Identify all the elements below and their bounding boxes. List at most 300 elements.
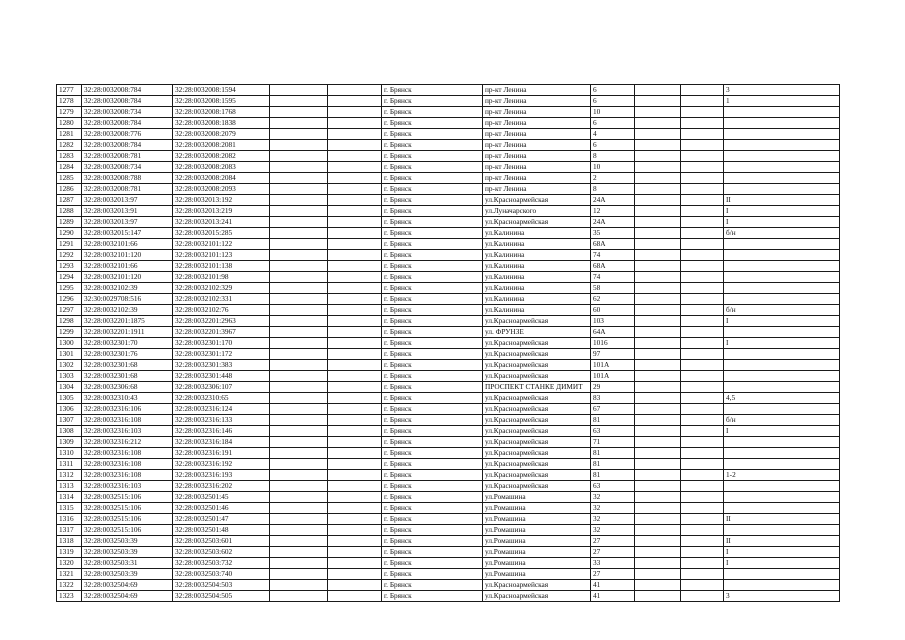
row-number-cell: 1278	[57, 96, 82, 107]
house-number-cell: 41	[591, 591, 635, 602]
empty-cell	[681, 580, 724, 591]
city-cell: г. Брянск	[382, 503, 483, 514]
premises-cell	[724, 327, 840, 338]
street-cell: ул.Красноармейская	[483, 426, 591, 437]
house-number-cell: 32	[591, 525, 635, 536]
object-number-cell: 32:28:0032008:1594	[173, 85, 270, 96]
city-cell: г. Брянск	[382, 118, 483, 129]
row-number-cell: 1292	[57, 250, 82, 261]
object-number-cell: 32:28:0032008:2093	[173, 184, 270, 195]
premises-cell	[724, 250, 840, 261]
empty-cell	[270, 536, 328, 547]
street-cell: ул.Калинина	[483, 305, 591, 316]
premises-cell	[724, 481, 840, 492]
row-number-cell: 1299	[57, 327, 82, 338]
row-number-cell: 1300	[57, 338, 82, 349]
empty-cell	[681, 360, 724, 371]
empty-cell	[681, 437, 724, 448]
empty-cell	[270, 470, 328, 481]
empty-cell	[681, 283, 724, 294]
table-row	[57, 514, 840, 525]
city-cell: г. Брянск	[382, 206, 483, 217]
empty-cell	[681, 470, 724, 481]
empty-cell	[681, 459, 724, 470]
empty-cell	[681, 206, 724, 217]
empty-cell	[635, 437, 681, 448]
empty-cell	[635, 580, 681, 591]
object-number-cell: 32:28:0032504:505	[173, 591, 270, 602]
empty-cell	[328, 173, 382, 184]
premises-cell	[724, 261, 840, 272]
street-cell: ул.Ромашина	[483, 536, 591, 547]
premises-cell	[724, 360, 840, 371]
house-number-cell: 35	[591, 228, 635, 239]
house-number-cell: 6	[591, 85, 635, 96]
street-cell: пр-кт Ленина	[483, 107, 591, 118]
table-row	[57, 261, 840, 272]
empty-cell	[635, 206, 681, 217]
city-cell: г. Брянск	[382, 316, 483, 327]
parcel-number-cell: 32:28:0032316:103	[82, 481, 173, 492]
table-row	[57, 250, 840, 261]
empty-cell	[681, 503, 724, 514]
object-number-cell: 32:28:0032501:47	[173, 514, 270, 525]
house-number-cell: 74	[591, 250, 635, 261]
parcel-number-cell: 32:28:0032013:97	[82, 217, 173, 228]
premises-cell	[724, 239, 840, 250]
empty-cell	[328, 338, 382, 349]
city-cell: г. Брянск	[382, 382, 483, 393]
row-number-cell: 1277	[57, 85, 82, 96]
house-number-cell: 68А	[591, 261, 635, 272]
empty-cell	[328, 459, 382, 470]
house-number-cell: 71	[591, 437, 635, 448]
empty-cell	[270, 261, 328, 272]
street-cell: ул.Калинина	[483, 250, 591, 261]
street-cell: ул.Калинина	[483, 261, 591, 272]
empty-cell	[681, 239, 724, 250]
parcel-number-cell: 32:28:0032008:776	[82, 129, 173, 140]
empty-cell	[681, 481, 724, 492]
table-row	[57, 239, 840, 250]
city-cell: г. Брянск	[382, 228, 483, 239]
empty-cell	[270, 228, 328, 239]
street-cell: пр-кт Ленина	[483, 140, 591, 151]
table-row	[57, 558, 840, 569]
object-number-cell: 32:28:0032101:98	[173, 272, 270, 283]
empty-cell	[635, 184, 681, 195]
empty-cell	[328, 85, 382, 96]
table-row	[57, 173, 840, 184]
premises-cell	[724, 118, 840, 129]
house-number-cell: 74	[591, 272, 635, 283]
empty-cell	[635, 173, 681, 184]
parcel-number-cell: 32:28:0032008:784	[82, 85, 173, 96]
premises-cell	[724, 162, 840, 173]
table-row	[57, 371, 840, 382]
premises-cell	[724, 371, 840, 382]
street-cell: ул.Калинина	[483, 283, 591, 294]
house-number-cell: 2	[591, 173, 635, 184]
parcel-number-cell: 32:28:0032008:734	[82, 107, 173, 118]
empty-cell	[328, 349, 382, 360]
house-number-cell: 101А	[591, 360, 635, 371]
row-number-cell: 1281	[57, 129, 82, 140]
empty-cell	[328, 217, 382, 228]
empty-cell	[328, 250, 382, 261]
row-number-cell: 1294	[57, 272, 82, 283]
empty-cell	[270, 547, 328, 558]
city-cell: г. Брянск	[382, 129, 483, 140]
house-number-cell: 63	[591, 426, 635, 437]
empty-cell	[635, 404, 681, 415]
empty-cell	[328, 283, 382, 294]
empty-cell	[328, 96, 382, 107]
empty-cell	[270, 272, 328, 283]
empty-cell	[328, 272, 382, 283]
empty-cell	[635, 129, 681, 140]
parcel-number-cell: 32:28:0032316:108	[82, 470, 173, 481]
empty-cell	[681, 107, 724, 118]
premises-cell: I	[724, 558, 840, 569]
empty-cell	[270, 459, 328, 470]
table-row	[57, 107, 840, 118]
empty-cell	[635, 360, 681, 371]
parcel-number-cell: 32:30:0029708:516	[82, 294, 173, 305]
empty-cell	[635, 107, 681, 118]
premises-cell: I	[724, 547, 840, 558]
row-number-cell: 1295	[57, 283, 82, 294]
street-cell: ул.Ромашина	[483, 547, 591, 558]
empty-cell	[635, 525, 681, 536]
empty-cell	[270, 184, 328, 195]
object-number-cell: 32:28:0032102:76	[173, 305, 270, 316]
city-cell: г. Брянск	[382, 96, 483, 107]
city-cell: г. Брянск	[382, 470, 483, 481]
house-number-cell: 6	[591, 140, 635, 151]
empty-cell	[270, 96, 328, 107]
empty-cell	[328, 536, 382, 547]
empty-cell	[635, 514, 681, 525]
empty-cell	[681, 140, 724, 151]
table-row	[57, 415, 840, 426]
premises-cell: I	[724, 338, 840, 349]
object-number-cell: 32:28:0032013:219	[173, 206, 270, 217]
parcel-number-cell: 32:28:0032316:108	[82, 459, 173, 470]
empty-cell	[635, 195, 681, 206]
street-cell: ул.Красноармейская	[483, 415, 591, 426]
street-cell: пр-кт Ленина	[483, 118, 591, 129]
empty-cell	[328, 448, 382, 459]
house-number-cell: 8	[591, 151, 635, 162]
house-number-cell: 32	[591, 503, 635, 514]
city-cell: г. Брянск	[382, 151, 483, 162]
empty-cell	[328, 481, 382, 492]
empty-cell	[270, 107, 328, 118]
empty-cell	[681, 404, 724, 415]
premises-cell	[724, 173, 840, 184]
city-cell: г. Брянск	[382, 283, 483, 294]
object-number-cell: 32:28:0032316:146	[173, 426, 270, 437]
table-row	[57, 426, 840, 437]
premises-cell: 1	[724, 96, 840, 107]
premises-cell: б/н	[724, 228, 840, 239]
empty-cell	[681, 228, 724, 239]
house-number-cell: 27	[591, 547, 635, 558]
street-cell: ул.Красноармейская	[483, 393, 591, 404]
object-number-cell: 32:28:0032316:133	[173, 415, 270, 426]
premises-cell	[724, 107, 840, 118]
city-cell: г. Брянск	[382, 272, 483, 283]
parcel-number-cell: 32:28:0032503:31	[82, 558, 173, 569]
object-number-cell: 32:28:0032316:202	[173, 481, 270, 492]
empty-cell	[270, 426, 328, 437]
premises-cell: 1-2	[724, 470, 840, 481]
row-number-cell: 1317	[57, 525, 82, 536]
parcel-number-cell: 32:28:0032013:97	[82, 195, 173, 206]
empty-cell	[681, 96, 724, 107]
city-cell: г. Брянск	[382, 459, 483, 470]
object-number-cell: 32:28:0032503:602	[173, 547, 270, 558]
empty-cell	[681, 448, 724, 459]
premises-cell	[724, 294, 840, 305]
table-row	[57, 327, 840, 338]
empty-cell	[681, 195, 724, 206]
empty-cell	[270, 580, 328, 591]
parcel-number-cell: 32:28:0032008:788	[82, 173, 173, 184]
table-row	[57, 481, 840, 492]
empty-cell	[681, 536, 724, 547]
table-row	[57, 547, 840, 558]
city-cell: г. Брянск	[382, 492, 483, 503]
empty-cell	[270, 437, 328, 448]
house-number-cell: 10	[591, 162, 635, 173]
empty-cell	[328, 437, 382, 448]
row-number-cell: 1287	[57, 195, 82, 206]
empty-cell	[635, 327, 681, 338]
row-number-cell: 1284	[57, 162, 82, 173]
row-number-cell: 1316	[57, 514, 82, 525]
empty-cell	[635, 382, 681, 393]
empty-cell	[635, 547, 681, 558]
house-number-cell: 81	[591, 415, 635, 426]
parcel-number-cell: 32:28:0032316:108	[82, 448, 173, 459]
empty-cell	[681, 261, 724, 272]
city-cell: г. Брянск	[382, 591, 483, 602]
row-number-cell: 1322	[57, 580, 82, 591]
empty-cell	[328, 239, 382, 250]
object-number-cell: 32:28:0032102:331	[173, 294, 270, 305]
object-number-cell: 32:28:0032503:732	[173, 558, 270, 569]
city-cell: г. Брянск	[382, 173, 483, 184]
empty-cell	[270, 239, 328, 250]
empty-cell	[328, 569, 382, 580]
premises-cell: I	[724, 426, 840, 437]
table-row	[57, 294, 840, 305]
parcel-number-cell: 32:28:0032301:68	[82, 371, 173, 382]
city-cell: г. Брянск	[382, 426, 483, 437]
table-row	[57, 184, 840, 195]
empty-cell	[328, 470, 382, 481]
parcel-number-cell: 32:28:0032101:120	[82, 250, 173, 261]
empty-cell	[328, 261, 382, 272]
empty-cell	[635, 492, 681, 503]
street-cell: пр-кт Ленина	[483, 85, 591, 96]
table-row	[57, 140, 840, 151]
empty-cell	[270, 151, 328, 162]
object-number-cell: 32:28:0032301:170	[173, 338, 270, 349]
premises-cell	[724, 140, 840, 151]
empty-cell	[635, 591, 681, 602]
empty-cell	[328, 580, 382, 591]
premises-cell	[724, 437, 840, 448]
street-cell: ул.Калинина	[483, 294, 591, 305]
empty-cell	[635, 536, 681, 547]
city-cell: г. Брянск	[382, 107, 483, 118]
row-number-cell: 1286	[57, 184, 82, 195]
object-number-cell: 32:28:0032501:46	[173, 503, 270, 514]
empty-cell	[635, 250, 681, 261]
empty-cell	[681, 118, 724, 129]
empty-cell	[635, 459, 681, 470]
empty-cell	[270, 492, 328, 503]
object-number-cell: 32:28:0032008:2083	[173, 162, 270, 173]
parcel-number-cell: 32:28:0032310:43	[82, 393, 173, 404]
premises-cell	[724, 525, 840, 536]
object-number-cell: 32:28:0032015:285	[173, 228, 270, 239]
row-number-cell: 1314	[57, 492, 82, 503]
street-cell: пр-кт Ленина	[483, 184, 591, 195]
empty-cell	[635, 415, 681, 426]
parcel-number-cell: 32:28:0032515:106	[82, 492, 173, 503]
street-cell: ул.Красноармейская	[483, 217, 591, 228]
empty-cell	[270, 305, 328, 316]
empty-cell	[270, 162, 328, 173]
empty-cell	[681, 162, 724, 173]
empty-cell	[681, 305, 724, 316]
parcel-number-cell: 32:28:0032201:1911	[82, 327, 173, 338]
object-number-cell: 32:28:0032504:503	[173, 580, 270, 591]
house-number-cell: 81	[591, 448, 635, 459]
parcel-number-cell: 32:28:0032301:68	[82, 360, 173, 371]
city-cell: г. Брянск	[382, 415, 483, 426]
empty-cell	[328, 107, 382, 118]
row-number-cell: 1291	[57, 239, 82, 250]
parcel-number-cell: 32:28:0032316:103	[82, 426, 173, 437]
object-number-cell: 32:28:0032316:193	[173, 470, 270, 481]
empty-cell	[328, 206, 382, 217]
empty-cell	[681, 151, 724, 162]
city-cell: г. Брянск	[382, 261, 483, 272]
street-cell: ул.Красноармейская	[483, 580, 591, 591]
empty-cell	[328, 129, 382, 140]
empty-cell	[635, 569, 681, 580]
house-number-cell: 97	[591, 349, 635, 360]
city-cell: г. Брянск	[382, 569, 483, 580]
table-row	[57, 360, 840, 371]
empty-cell	[635, 283, 681, 294]
premises-cell	[724, 283, 840, 294]
row-number-cell: 1280	[57, 118, 82, 129]
table-row	[57, 162, 840, 173]
empty-cell	[681, 85, 724, 96]
city-cell: г. Брянск	[382, 349, 483, 360]
house-number-cell: 32	[591, 492, 635, 503]
empty-cell	[681, 382, 724, 393]
empty-cell	[328, 514, 382, 525]
house-number-cell: 60	[591, 305, 635, 316]
empty-cell	[270, 503, 328, 514]
premises-cell: II	[724, 536, 840, 547]
city-cell: г. Брянск	[382, 162, 483, 173]
empty-cell	[635, 349, 681, 360]
object-number-cell: 32:28:0032101:122	[173, 239, 270, 250]
empty-cell	[681, 415, 724, 426]
street-cell: ул.Красноармейская	[483, 459, 591, 470]
empty-cell	[270, 129, 328, 140]
street-cell: пр-кт Ленина	[483, 129, 591, 140]
table-row	[57, 272, 840, 283]
premises-cell	[724, 492, 840, 503]
empty-cell	[681, 349, 724, 360]
object-number-cell: 32:28:0032316:184	[173, 437, 270, 448]
table-row	[57, 283, 840, 294]
object-number-cell: 32:28:0032008:2081	[173, 140, 270, 151]
object-number-cell: 32:28:0032310:65	[173, 393, 270, 404]
empty-cell	[635, 140, 681, 151]
street-cell: ул.Красноармейская	[483, 349, 591, 360]
table-row	[57, 382, 840, 393]
street-cell: ул.Ромашина	[483, 514, 591, 525]
empty-cell	[681, 338, 724, 349]
empty-cell	[681, 173, 724, 184]
empty-cell	[270, 404, 328, 415]
parcel-number-cell: 32:28:0032101:120	[82, 272, 173, 283]
empty-cell	[681, 569, 724, 580]
city-cell: г. Брянск	[382, 580, 483, 591]
house-number-cell: 32	[591, 514, 635, 525]
house-number-cell: 81	[591, 459, 635, 470]
empty-cell	[270, 371, 328, 382]
empty-cell	[328, 558, 382, 569]
object-number-cell: 32:28:0032503:740	[173, 569, 270, 580]
empty-cell	[635, 85, 681, 96]
table-row	[57, 129, 840, 140]
city-cell: г. Брянск	[382, 239, 483, 250]
row-number-cell: 1313	[57, 481, 82, 492]
empty-cell	[635, 294, 681, 305]
empty-cell	[328, 327, 382, 338]
row-number-cell: 1296	[57, 294, 82, 305]
empty-cell	[681, 492, 724, 503]
table-row	[57, 228, 840, 239]
register-table-container	[56, 84, 839, 602]
house-number-cell: 6	[591, 96, 635, 107]
object-number-cell: 32:28:0032501:48	[173, 525, 270, 536]
parcel-number-cell: 32:28:0032008:781	[82, 184, 173, 195]
empty-cell	[328, 503, 382, 514]
empty-cell	[328, 228, 382, 239]
premises-cell	[724, 382, 840, 393]
house-number-cell: 29	[591, 382, 635, 393]
empty-cell	[270, 283, 328, 294]
object-number-cell: 32:28:0032102:329	[173, 283, 270, 294]
house-number-cell: 68А	[591, 239, 635, 250]
city-cell: г. Брянск	[382, 404, 483, 415]
house-number-cell: 101А	[591, 371, 635, 382]
table-row	[57, 349, 840, 360]
empty-cell	[681, 184, 724, 195]
